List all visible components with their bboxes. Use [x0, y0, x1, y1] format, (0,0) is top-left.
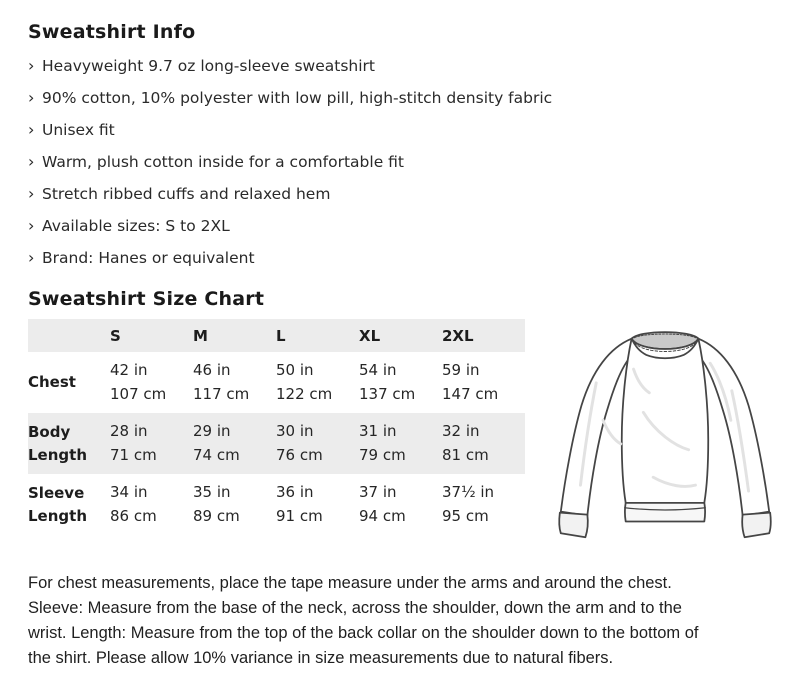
feature-text: Available sizes: S to 2XL [42, 216, 230, 235]
value-cm: 76 cm [276, 445, 323, 464]
bullet-chevron-icon: › [28, 247, 35, 267]
measurement-cell [110, 352, 193, 413]
measurement-cell [442, 352, 525, 413]
value-inches: 54 in [359, 361, 397, 379]
size-chart-section [28, 319, 772, 554]
bullet-chevron-icon: › [28, 119, 35, 139]
value-inches: 37 in [359, 483, 397, 501]
bullet-chevron-icon: › [28, 215, 35, 235]
measurement-cell [442, 413, 525, 474]
value-inches: 34 in [110, 483, 148, 501]
note-line: Sleeve: Measure from the base of the neck, across the shoulder, down the arm and to the [28, 599, 682, 617]
value-inches: 29 in [193, 422, 231, 440]
note-line: wrist. Length: Measure from the top of the back collar on the shoulder down to the bottom of [28, 624, 699, 642]
note-line: For chest measurements, place the tape measure under the arms and around the chest. [28, 574, 672, 592]
row-label: Body Length [28, 422, 87, 464]
size-chart-header-row [28, 319, 525, 352]
measurement-cell [193, 474, 276, 535]
value-cm: 81 cm [442, 445, 489, 464]
feature-text: Brand: Hanes or equivalent [42, 248, 255, 267]
bullet-chevron-icon: › [28, 87, 35, 107]
column-header-s: S [110, 326, 121, 345]
value-inches: 59 in [442, 361, 480, 379]
measurement-cell [193, 413, 276, 474]
measurement-cell [110, 413, 193, 474]
feature-text: Heavyweight 9.7 oz long-sleeve sweatshirt [42, 56, 376, 75]
value-cm: 147 cm [442, 384, 499, 403]
column-header-xl: XL [359, 326, 381, 345]
value-cm: 95 cm [442, 506, 489, 525]
value-inches: 46 in [193, 361, 231, 379]
feature-text: Warm, plush cotton inside for a comfortable fit [42, 152, 404, 171]
feature-item [28, 50, 772, 82]
value-inches: 42 in [110, 361, 148, 379]
size-chart-title: Sweatshirt Size Chart [28, 288, 265, 310]
feature-text: Unisex fit [42, 120, 115, 139]
measurement-cell [276, 474, 359, 535]
measurement-note [28, 571, 772, 671]
measurement-cell [442, 474, 525, 535]
row-label: Chest [28, 373, 76, 391]
value-inches: 35 in [193, 483, 231, 501]
feature-item [28, 114, 772, 146]
sweatshirt-line-drawing-svg [537, 322, 793, 550]
measurement-cell [193, 352, 276, 413]
feature-text: 90% cotton, 10% polyester with low pill, high-stitch density fabric [42, 88, 553, 107]
feature-item [28, 178, 772, 210]
feature-text: Stretch ribbed cuffs and relaxed hem [42, 184, 331, 203]
feature-item [28, 242, 772, 274]
size-chart-corner-cell [28, 319, 110, 352]
feature-item [28, 146, 772, 178]
measurement-cell [359, 352, 442, 413]
value-inches: 32 in [442, 422, 480, 440]
bullet-chevron-icon: › [28, 55, 35, 75]
table-row-body-length [28, 413, 525, 474]
value-cm: 74 cm [193, 445, 240, 464]
value-cm: 89 cm [193, 506, 240, 525]
value-inches: 30 in [276, 422, 314, 440]
value-cm: 137 cm [359, 384, 416, 403]
value-cm: 79 cm [359, 445, 406, 464]
value-inches: 31 in [359, 422, 397, 440]
table-row-sleeve-length [28, 474, 525, 535]
bullet-chevron-icon: › [28, 151, 35, 171]
value-cm: 117 cm [193, 384, 250, 403]
row-label: Sleeve Length [28, 483, 87, 525]
size-chart-table [28, 319, 525, 535]
value-cm: 91 cm [276, 506, 323, 525]
measurement-cell [359, 413, 442, 474]
value-inches: 36 in [276, 483, 314, 501]
value-inches: 28 in [110, 422, 148, 440]
feature-item [28, 210, 772, 242]
value-cm: 71 cm [110, 445, 157, 464]
value-inches: 50 in [276, 361, 314, 379]
measurement-cell [110, 474, 193, 535]
value-cm: 94 cm [359, 506, 406, 525]
column-header-m: M [193, 326, 208, 345]
column-header-2xl: 2XL [442, 326, 474, 345]
table-row-chest [28, 352, 525, 413]
note-line: the shirt. Please allow 10% variance in size measurements due to natural fibers. [28, 649, 614, 667]
feature-list [28, 50, 772, 274]
value-cm: 107 cm [110, 384, 167, 403]
measurement-cell [276, 352, 359, 413]
sweatshirt-illustration [537, 322, 793, 554]
feature-item [28, 82, 772, 114]
measurement-cell [359, 474, 442, 535]
info-section-title: Sweatshirt Info [28, 21, 196, 43]
value-cm: 86 cm [110, 506, 157, 525]
value-cm: 122 cm [276, 384, 333, 403]
bullet-chevron-icon: › [28, 183, 35, 203]
column-header-l: L [276, 326, 286, 345]
measurement-cell [276, 413, 359, 474]
value-inches: 37½ in [442, 483, 495, 501]
